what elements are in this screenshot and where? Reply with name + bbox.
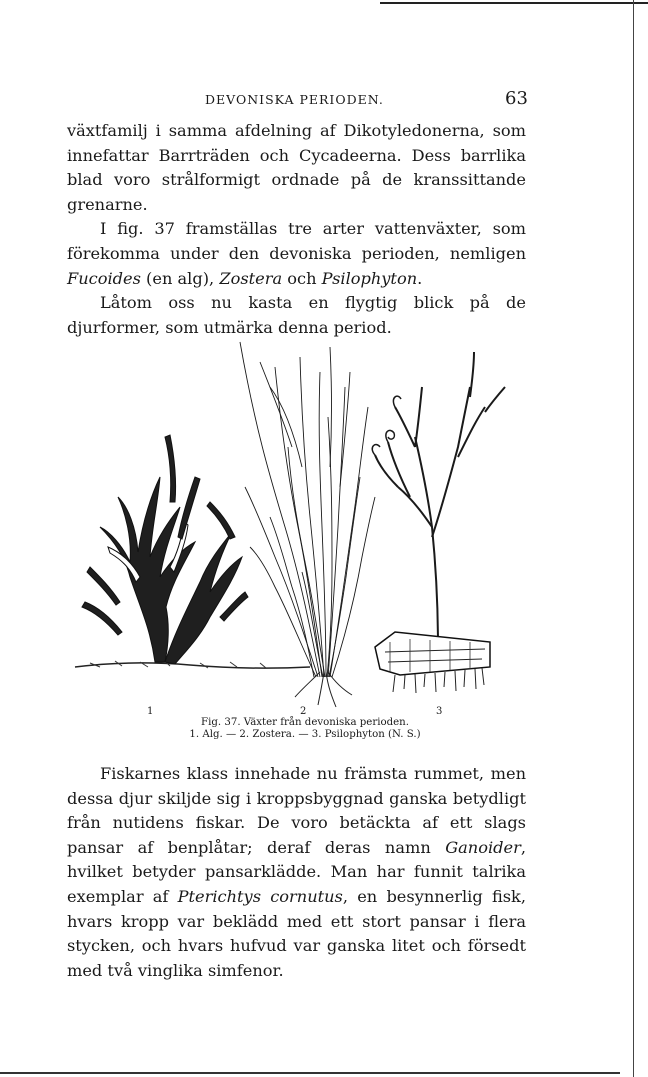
p2-mid: (en alg), (140, 268, 220, 288)
paragraph-2 (67, 217, 526, 291)
paragraph-4 (67, 762, 526, 983)
p4-end: , en besynnerlig fisk, hvars kropp var beklädd med ett stort pansar i flera stycken, och hvars hufvud var ganska litet och försedt med två vinglika simfenor. (67, 886, 527, 980)
fucoides-term: Fucoides (67, 268, 141, 288)
pterichtys-term: Pterichtys cornutus (177, 886, 343, 906)
page-edge-bottom (0, 1072, 620, 1074)
figure-caption-line-2: 1. Alg. — 2. Zostera. — 3. Psilophyton (N. S.) (189, 729, 421, 740)
bottom-text-block (67, 762, 526, 983)
zostera-term: Zostera (219, 268, 283, 288)
psilophyton-curled-tips (372, 396, 401, 455)
paragraph-1: växtfamilj i samma afdelning af Dikotyledonerna, som innefattar Barrträden och Cycadeerna. Dess barrlika blad voro strålformigt ordnade på de kranssittande grenarne. (67, 121, 526, 214)
paragraph-3: Låtom oss nu kasta en flygtig blick på de djurformer, som utmärka denna period. (67, 293, 526, 337)
zostera-plant (240, 342, 375, 677)
ganoider-term: Ganoider (445, 837, 521, 857)
psilophyton-plant (375, 352, 505, 647)
p2-start: I fig. 37 framställas tre arter vattenväxter, som förekomma under den devoniska perioden, nemligen (67, 219, 526, 263)
figure-label-1: 1 (147, 706, 154, 717)
page-edge-right (633, 0, 634, 1077)
psilophyton-term: Psilophyton (321, 268, 418, 288)
page-number: 63 (505, 88, 528, 109)
p2-och: och (282, 268, 322, 288)
running-head: DEVONISKA PERIODEN. (205, 92, 384, 107)
figure-caption-line-1: Fig. 37. Växter från devoniska perioden. (201, 717, 409, 728)
ground-line (75, 663, 310, 668)
zostera-roots (295, 672, 352, 707)
plants-engraving (70, 327, 530, 727)
p2-end: . (417, 268, 423, 288)
figure-label-2: 2 (300, 706, 307, 717)
alg-plant (82, 435, 248, 664)
page-edge-top (380, 2, 648, 4)
figure-label-3: 3 (436, 706, 443, 717)
top-text-block (67, 119, 526, 340)
p4-mid: , hvilket betyder pansarklädde. Man har funnit talrika exemplar af (67, 837, 526, 906)
psilophyton-rhizome (375, 632, 490, 675)
p4-start: Fiskarnes klass innehade nu främsta rummet, men dessa djur skiljde sig i kroppsbyggnad ganska betydligt från nutidens fiskar. De voro betäckta af ett slags pansar af benplåtar; deraf deras namn (67, 764, 526, 857)
figure-37-illustration (70, 327, 530, 727)
